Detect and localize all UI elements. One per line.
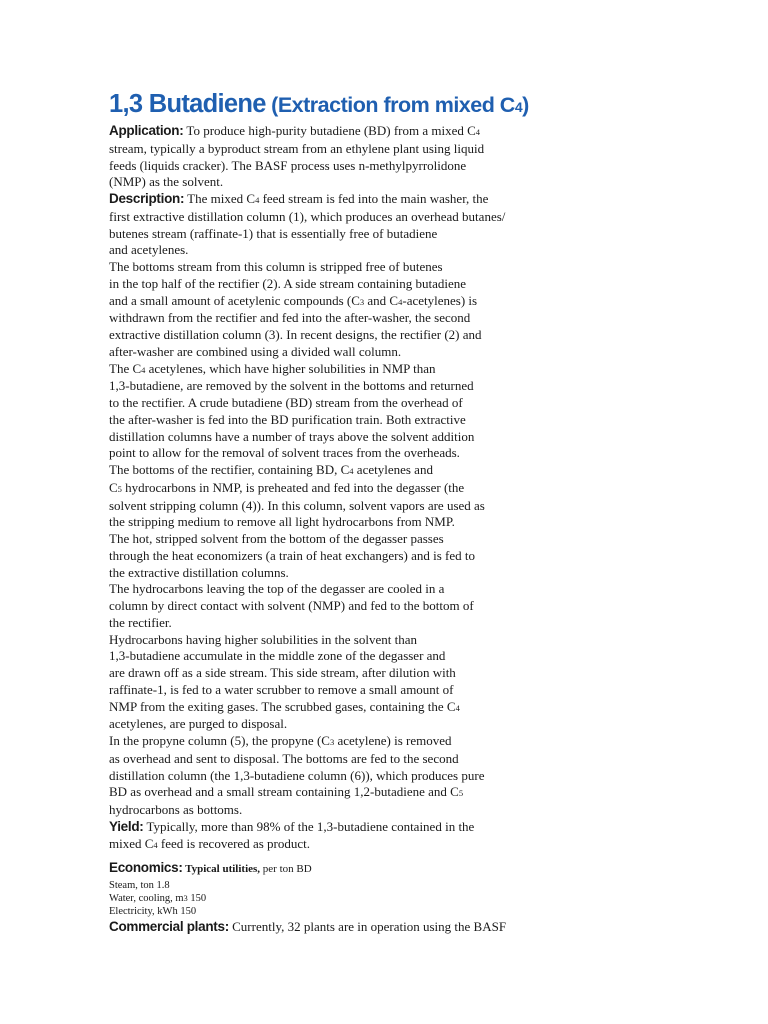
title-paren-open: (Extraction from mixed C	[265, 93, 515, 117]
economics-heading: Economics:	[109, 860, 183, 876]
subscript: 5	[458, 788, 464, 799]
text-line: The bottoms stream from this column is stripped free of butenes	[109, 259, 443, 274]
text-run: The C	[109, 360, 142, 376]
text-line: extractive distillation column (3). In recent designs, the rectifier (2) and	[109, 327, 482, 342]
document-title	[109, 88, 579, 123]
text-line: stream, typically a byproduct stream from an ethylene plant using liquid	[109, 140, 485, 156]
text-line	[109, 462, 579, 480]
subscript: 4	[349, 466, 354, 476]
text-line: after-washer are combined using a divided wall column.	[109, 343, 402, 359]
text-run: acetylene) is removed	[334, 733, 452, 748]
title-main: 1,3 Butadiene	[109, 90, 266, 118]
yield-heading: Yield:	[109, 818, 144, 834]
text-run: The bottoms of the rectifier, containing BD, C	[109, 462, 350, 477]
commercial-plants-heading: Commercial plants:	[109, 919, 229, 935]
description-section	[109, 191, 579, 819]
subscript: 4	[455, 702, 460, 713]
subscript: 5	[117, 483, 122, 494]
text-line: to the rectifier. A crude butadiene (BD) stream from the overhead of	[109, 395, 463, 410]
text-line: the stripping medium to remove all light hydrocarbons from NMP.	[109, 514, 455, 530]
utility-electricity: Electricity, kWh 150	[109, 906, 197, 918]
text-run: To produce high-purity butadiene (BD) from a mixed C	[183, 123, 476, 138]
subscript: 3	[329, 737, 335, 747]
text-line: the rectifier.	[109, 614, 172, 630]
typical-utilities-label: Typical utilities,	[182, 863, 261, 876]
text-line: the after-washer is fed into the BD purification train. Both extractive	[109, 411, 466, 427]
text-run: acetylenes, which have higher solubilities in NMP than	[145, 360, 436, 376]
yield-section	[109, 819, 579, 854]
utility-water	[109, 892, 579, 905]
text-run: feed stream is fed into the main washer, the	[259, 191, 489, 206]
text-line: distillation columns have a number of trays above the solvent addition	[109, 428, 475, 444]
title-paren-close: )	[522, 93, 529, 117]
per-ton-label: per ton BD	[260, 863, 312, 876]
commercial-plants-section	[109, 918, 579, 936]
text-line	[109, 123, 579, 141]
text-line: point to allow for the removal of solvent traces from the overheads.	[109, 445, 460, 461]
text-line: solvent stripping column (4)). In this column, solvent vapors are used as	[109, 497, 485, 513]
text-run: feed is recovered as product.	[157, 835, 310, 851]
text-line	[109, 784, 579, 802]
text-line: 1,3-butadiene accumulate in the middle zone of the degasser and	[109, 648, 446, 664]
text-run: Typically, more than 98% of the 1,3-butadiene contained in the	[143, 818, 475, 834]
text-line: butenes stream (raffinate-1) that is essentially free of butadiene	[109, 225, 438, 241]
title-subscript: 4	[514, 99, 523, 115]
text-line	[109, 699, 579, 717]
application-section	[109, 123, 579, 191]
title-parenthetical	[266, 93, 529, 117]
text-line: column by direct contact with solvent (NMP) and fed to the bottom of	[109, 598, 474, 613]
text-line: as overhead and sent to disposal. The bottoms are fed to the second	[109, 750, 459, 766]
subscript: 4	[398, 296, 403, 307]
subscript: 4	[475, 127, 481, 137]
text-line	[109, 361, 579, 379]
text-line: The hydrocarbons leaving the top of the degasser are cooled in a	[109, 581, 445, 597]
subscript: 4	[153, 839, 158, 850]
text-run: acetylenes and	[353, 462, 433, 477]
text-line: 1,3-butadiene, are removed by the solvent in the bottoms and returned	[109, 378, 474, 394]
text-line: withdrawn from the rectifier and fed into the after-washer, the second	[109, 310, 471, 326]
text-line: The hot, stripped solvent from the bottom of the degasser passes	[109, 531, 444, 546]
text-run: NMP from the exiting gases. The scrubbed gases, containing the C	[109, 698, 456, 714]
subscript: 3	[359, 296, 365, 307]
subscript: 4	[141, 364, 146, 375]
text-run: -acetylenes) is	[402, 292, 478, 308]
utility-steam: Steam, ton 1.8	[109, 880, 170, 892]
text-run: C	[109, 479, 118, 495]
text-run: Water, cooling, m	[109, 893, 184, 905]
text-line: through the heat economizers (a train of heat exchangers) and is fed to	[109, 547, 476, 563]
text-line: first extractive distillation column (1), which produces an overhead butanes/	[109, 208, 506, 224]
text-line	[109, 733, 579, 751]
text-line: and acetylenes.	[109, 242, 189, 258]
text-run: 150	[187, 893, 207, 905]
text-line: distillation column (the 1,3-butadiene column (6)), which produces pure	[109, 767, 485, 783]
subscript: 3	[183, 893, 188, 904]
text-line: in the top half of the rectifier (2). A side stream containing butadiene	[109, 275, 467, 291]
economics-header-line	[109, 858, 579, 879]
text-line	[109, 836, 579, 854]
text-line	[109, 293, 579, 311]
text-run: Currently, 32 plants are in operation using the BASF	[228, 919, 507, 935]
text-run: mixed C	[109, 835, 154, 851]
text-run: In the propyne column (5), the propyne (C	[109, 733, 330, 748]
text-run: BD as overhead and a small stream containing 1,2-butadiene and C	[109, 784, 459, 800]
description-heading: Description:	[109, 191, 185, 206]
subscript: 4	[255, 195, 260, 205]
economics-section	[109, 858, 579, 918]
text-line	[109, 191, 579, 209]
text-run: hydrocarbons in NMP, is preheated and fed into the degasser (the	[121, 479, 465, 495]
text-line: feeds (liquids cracker). The BASF process uses n-methylpyrrolidone	[109, 157, 467, 173]
text-line: Hydrocarbons having higher solubilities in the solvent than	[109, 631, 417, 647]
text-line: acetylenes, are purged to disposal.	[109, 716, 288, 732]
text-run: and C	[364, 292, 399, 308]
document-page	[109, 88, 579, 936]
application-heading: Application:	[109, 123, 184, 138]
text-line: hydrocarbons as bottoms.	[109, 802, 243, 817]
text-run: The mixed C	[184, 191, 256, 206]
text-line: the extractive distillation columns.	[109, 564, 289, 580]
text-line: are drawn off as a side stream. This side stream, after dilution with	[109, 665, 456, 680]
text-run: and a small amount of acetylenic compounds (C	[109, 292, 360, 308]
text-line	[109, 480, 579, 498]
text-line: raffinate-1, is fed to a water scrubber to remove a small amount of	[109, 681, 454, 697]
text-line	[109, 819, 579, 836]
text-line: (NMP) as the solvent.	[109, 174, 224, 190]
